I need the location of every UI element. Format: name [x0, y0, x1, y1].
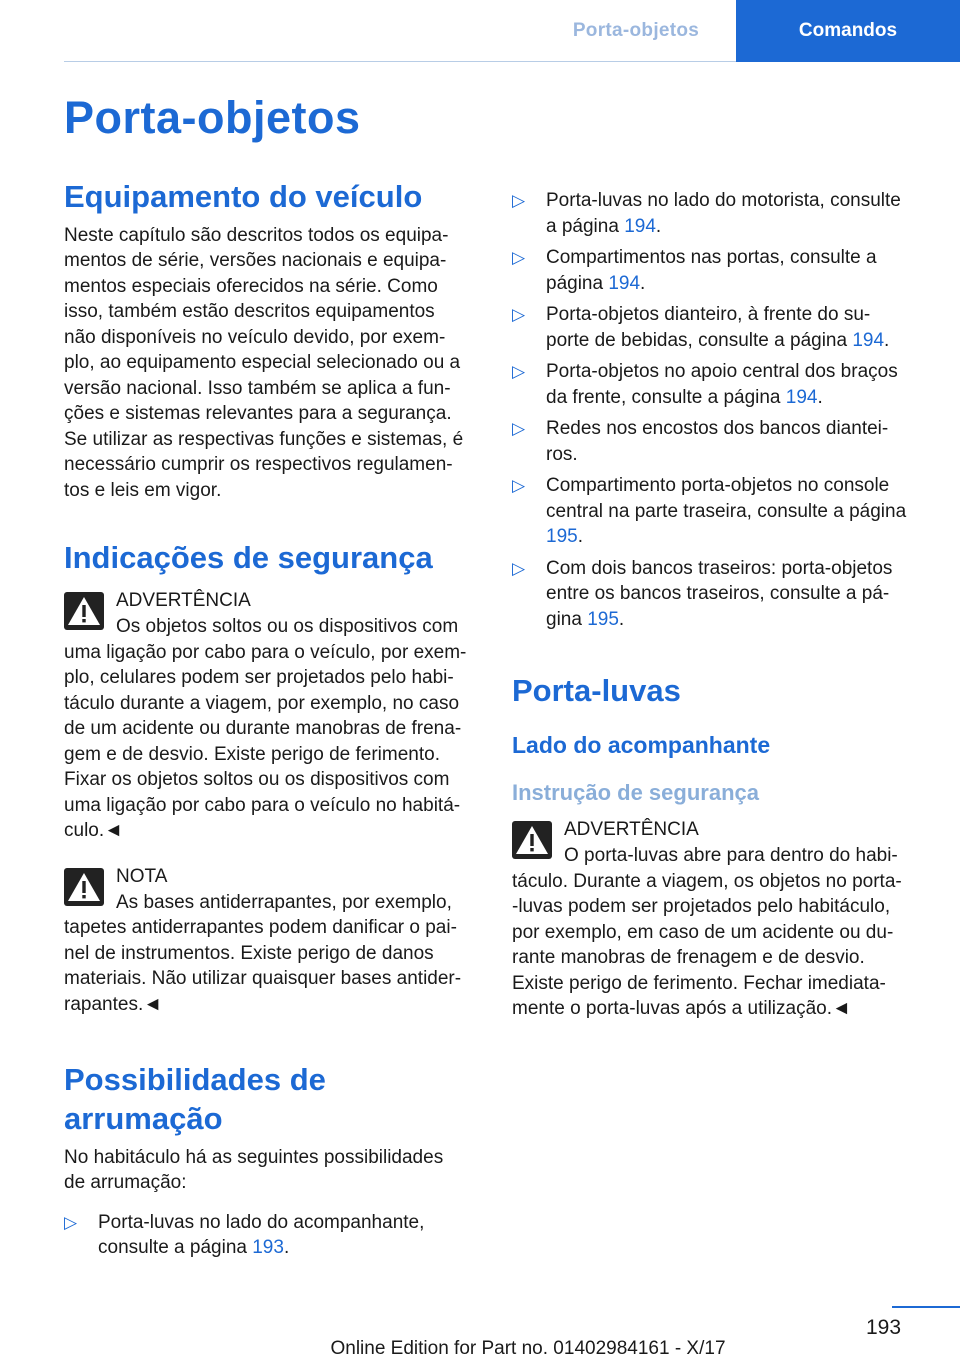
triangle-bullet-icon: ▷ [512, 476, 526, 495]
triangle-bullet-icon: ▷ [512, 248, 526, 267]
note-block [64, 864, 480, 1018]
warning-triangle-icon [64, 592, 104, 630]
page-number: 193 [866, 1316, 902, 1339]
text-line: central na parte traseira, consulte a página [546, 500, 907, 522]
left-column [64, 178, 480, 1261]
punctuation: . [817, 386, 823, 408]
text-line: O porta-luvas abre para dentro do habi‐ [564, 845, 898, 867]
text-line: uma ligação por cabo para o veículo, por exem‐ [64, 641, 467, 663]
page-title: Porta-objetos [64, 92, 361, 143]
text-line: mente o porta-luvas após a utilização.◄ [512, 998, 851, 1020]
list-item [512, 416, 924, 467]
edition-note [0, 1338, 960, 1360]
text-line: nel de instrumentos. Existe perigo de danos [64, 942, 434, 964]
text-line: mentos de série, versões nacionais e equipa‐ [64, 250, 447, 272]
text-line: tapetes antiderrapantes podem danificar o pai‐ [64, 917, 457, 938]
text-line: gem e de desvio. Existe perigo de ferimento. [64, 743, 440, 765]
list-item [512, 359, 924, 410]
text-line: Existe perigo de ferimento. Fechar imediata‐ [512, 972, 886, 994]
punctuation: . [577, 526, 583, 547]
triangle-bullet-icon: ▷ [512, 362, 526, 381]
list-item [64, 1210, 480, 1261]
page-link[interactable]: 194 [852, 329, 885, 351]
heading-equipment: Equipamento do veículo [64, 179, 423, 214]
text-line: de arrumação: [64, 1172, 187, 1193]
text-line: ros. [546, 443, 578, 465]
triangle-bullet-icon: ▷ [512, 305, 526, 324]
text-line: Porta-objetos no apoio central dos braços [546, 361, 898, 382]
text-line: mentos especiais oferecidos na série. Como [64, 275, 438, 297]
triangle-bullet-icon: ▷ [512, 191, 526, 210]
text-line: Compartimentos nas portas, consulte a [546, 247, 877, 268]
punctuation: . [884, 329, 890, 351]
paragraph-equipment [64, 223, 480, 504]
text-line: rapantes.◄ [64, 993, 163, 1015]
text-line: consulte a página [98, 1237, 253, 1258]
warning-label: ADVERTÊNCIA [564, 819, 699, 841]
punctuation: . [618, 608, 625, 630]
text-line: táculo. Durante a viagem, os objetos no porta- [512, 870, 902, 892]
text-line: da frente, consulte a página [546, 386, 786, 408]
text-line: No habitáculo há as seguintes possibilidades [64, 1146, 444, 1168]
text-line: Neste capítulo são descritos todos os equipa‐ [64, 224, 449, 246]
text-line: tos e leis em vigor. [64, 479, 222, 501]
edition-text: Online Edition for Part no. 01402984161 - X/17 [330, 1338, 726, 1359]
text-line: Porta-objetos dianteiro, à frente do su‐ [546, 304, 871, 325]
triangle-bullet-icon: ▷ [512, 558, 526, 578]
text-line: plo, celulares podem ser projetados pelo habi‐ [64, 667, 454, 688]
text-line: Se utilizar as respectivas funções e sistemas, é [64, 428, 464, 450]
text-line: a página [546, 215, 625, 237]
list-item [512, 188, 924, 239]
warning-text [512, 843, 924, 1022]
list-item [512, 473, 924, 550]
text-line: Redes nos encostos dos bancos diantei‐ [546, 418, 889, 439]
page-link[interactable]: 195 [546, 526, 578, 547]
punctuation: . [640, 272, 646, 294]
warning-block [512, 817, 924, 1022]
text-line: Porta-luvas no lado do motorista, consulte [546, 190, 901, 211]
punctuation: . [655, 215, 662, 237]
text-line: culo.◄ [64, 820, 123, 841]
triangle-bullet-icon: ▷ [64, 1212, 78, 1232]
text-line: entre os bancos traseiros, consulte a pá‐ [546, 583, 890, 604]
text-line: materiais. Não utilizar quaisquer bases antider‐ [64, 968, 462, 989]
text-line: Com dois bancos traseiros: porta-objetos [546, 557, 893, 579]
heading-passenger-side: Lado do acompanhante [512, 731, 771, 758]
heading-storage: Possibilidades de arrumação [64, 1062, 326, 1136]
page-link[interactable]: 194 [785, 386, 818, 408]
tab-section[interactable]: Porta-objetos [572, 20, 700, 41]
text-line: plo, ao equipamento especial selecionado ou a [64, 352, 461, 374]
tab-chapter[interactable]: Comandos [736, 0, 960, 62]
text-line: porte de bebidas, consulte a página [546, 329, 853, 351]
warning-label: ADVERTÊNCIA [116, 590, 251, 611]
text-line: de um acidente ou durante manobras de frena‐ [64, 718, 462, 739]
heading-glovebox: Porta-luvas [512, 673, 681, 708]
right-column [512, 188, 924, 1022]
text-line: página [546, 272, 609, 294]
text-line: Compartimento porta-objetos no console [546, 475, 890, 496]
punctuation: . [283, 1237, 290, 1258]
warning-triangle-icon [512, 821, 552, 859]
heading-safety: Indicações de segurança [64, 540, 433, 576]
text-line: Porta-luvas no lado do acompanhante, [98, 1211, 425, 1233]
text-line: ções e sistemas relevantes para a segurança. [64, 403, 452, 425]
text-line: uma ligação por cabo para o veículo no habitá‐ [64, 794, 461, 816]
list-item [512, 302, 924, 353]
text-line: não disponíveis no veículo devido, por exem‐ [64, 326, 446, 348]
text-line: necessário cumprir os respectivos regulamen‐ [64, 454, 453, 476]
text-line: As bases antiderrapantes, por exemplo, [116, 891, 452, 913]
text-line: Os objetos soltos ou os dispositivos com [116, 616, 459, 637]
triangle-bullet-icon: ▷ [512, 419, 526, 438]
text-line: Fixar os objetos soltos ou os dispositivos com [64, 769, 450, 790]
text-line: por exemplo, em caso de um acidente ou du‐ [512, 921, 894, 943]
page-link[interactable]: 193 [252, 1237, 284, 1258]
warning-text [64, 614, 480, 844]
page-link[interactable]: 194 [624, 215, 656, 237]
text-line: -luvas podem ser projetados pelo habitáculo, [512, 896, 891, 918]
warning-block [64, 588, 480, 844]
text-line: táculo durante a viagem, por exemplo, no caso [64, 692, 460, 714]
storage-list [64, 1210, 480, 1261]
warning-triangle-icon [64, 868, 104, 906]
page-link[interactable]: 195 [587, 608, 619, 630]
text-line: versão nacional. Isso também se aplica a fun‐ [64, 377, 451, 399]
page-header [0, 0, 960, 62]
list-item [512, 556, 924, 633]
text-line: rante manobras de frenagem e de desvio. [512, 947, 865, 969]
storage-list-continued [512, 188, 924, 632]
list-item [512, 245, 924, 296]
heading-safety-instruction: Instrução de segurança [512, 779, 759, 805]
text-line: gina [546, 608, 588, 630]
text-line: isso, também estão descritos equipamentos [64, 301, 435, 323]
footer-rule [892, 1306, 960, 1308]
paragraph-storage [64, 1145, 480, 1196]
page-link[interactable]: 194 [608, 272, 641, 294]
note-label: NOTA [116, 865, 168, 887]
note-text [64, 890, 480, 1018]
